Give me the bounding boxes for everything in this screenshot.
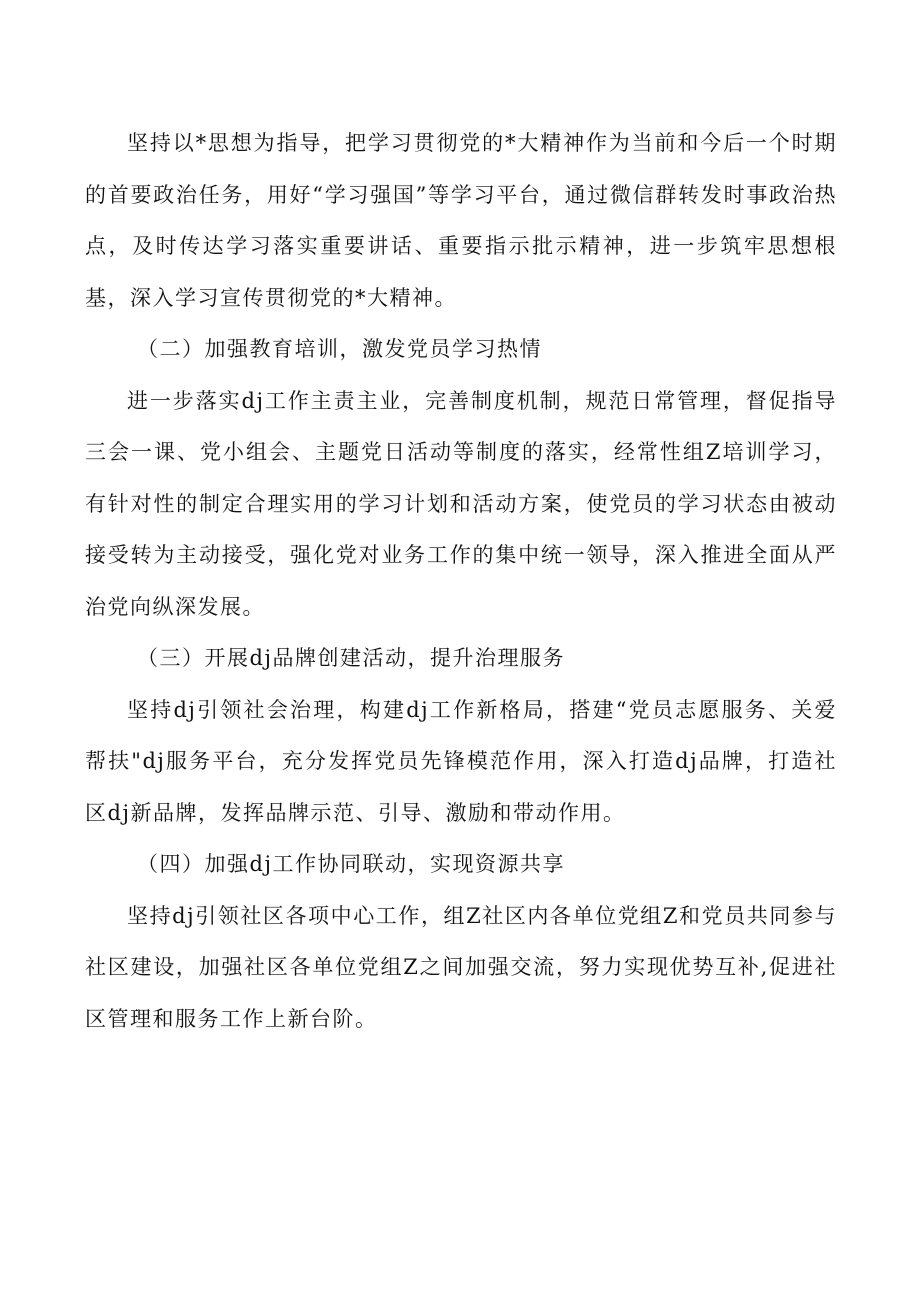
body-paragraph-brand-building: 坚持dj引领社会治理，构建dj工作新格局，搭建“党员志愿服务、关爱帮扶"dj服务平台，充分发挥党员先锋模范作用，深入打造dj品牌，打造社区dj新品牌，发挥品牌示范、引导、激励和带动作用。 bbox=[85, 697, 837, 825]
section-heading-coordination: （四）加强dj工作协同联动，实现资源共享 bbox=[137, 852, 565, 876]
document-body bbox=[85, 118, 837, 1045]
body-paragraph-education-training: 进一步落实dj工作主责主业，完善制度机制，规范日常管理，督促指导三会一课、党小组会、主题党日活动等制度的落实，经常性组Z培训学习，有针对性的制定合理实用的学习计划和活动方案，使党员的学习状态由被动接受转为主动接受，强化党对业务工作的集中统一领导，深入推进全面从严治党向纵深发展。 bbox=[85, 388, 837, 619]
section-heading-brand-building: （三）开展dj品牌创建活动，提升治理服务 bbox=[137, 646, 565, 670]
section-heading-education-training: （二）加强教育培训，激发党员学习热情 bbox=[137, 337, 542, 361]
body-paragraph-guiding-thought: 坚持以*思想为指导，把学习贯彻党的*大精神作为当前和今后一个时期的首要政治任务，用好“学习强国”等学习平台，通过微信群转发时事政治热点，及时传达学习落实重要讲话、重要指示批示精神，进一步筑牢思想根基，深入学习宣传贯彻党的*大精神。 bbox=[85, 131, 837, 310]
body-paragraph-coordination: 坚持dj引领社区各项中心工作，组Z社区内各单位党组Z和党员共同参与社区建设，加强社区各单位党组Z之间加强交流，努力实现优势互补,促进社区管理和服务工作上新台阶。 bbox=[85, 903, 837, 1031]
